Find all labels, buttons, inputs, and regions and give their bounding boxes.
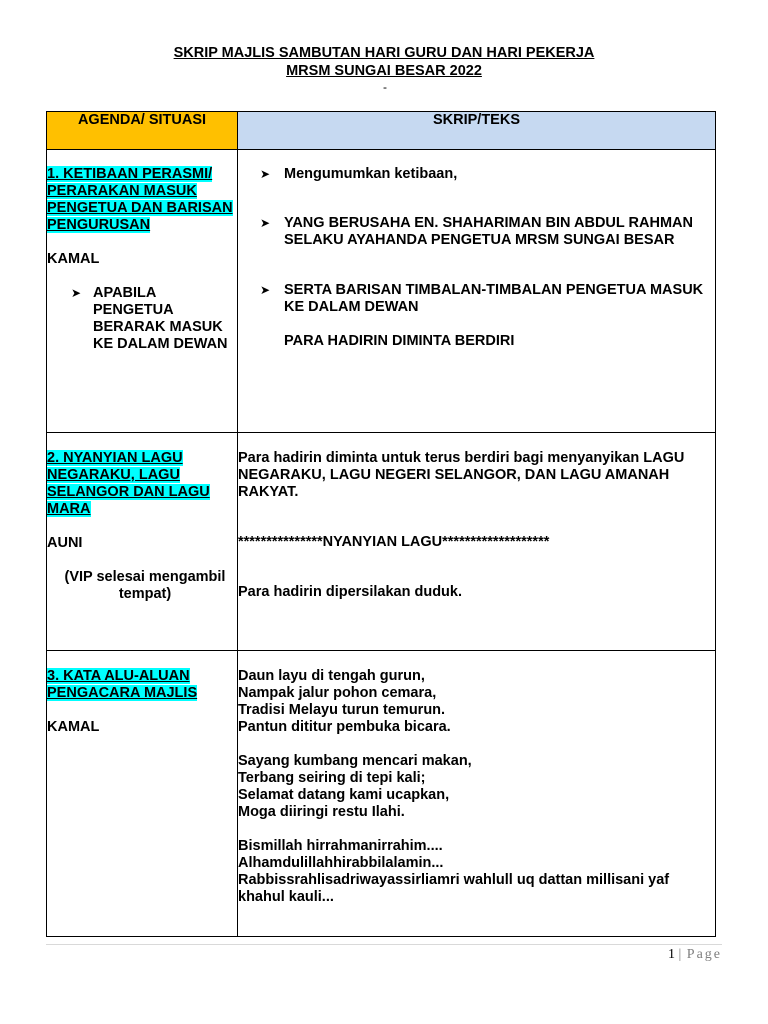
- table-row: [47, 651, 716, 937]
- pantun-stanza-2: Sayang kumbang mencari makan, Terbang seiring di tepi kali; Selamat datang kami ucapkan, Moga diiringi restu Ilahi.: [238, 753, 472, 820]
- script-table: [46, 111, 716, 937]
- arrow-bullet-icon: ➤: [260, 283, 271, 297]
- presenter-name: AUNI: [47, 535, 83, 551]
- table-header-row: [47, 112, 716, 150]
- document-title-line2: MRSM SUNGAI BESAR 2022: [286, 63, 482, 79]
- script-paragraph: Para hadirin dipersilakan duduk.: [238, 584, 463, 600]
- agenda-title: 2. NYANYIAN LAGU NEGARAKU, LAGU SELANGOR DAN LAGU MARA: [47, 450, 210, 517]
- script-cell: [238, 433, 716, 651]
- title-dash: -: [383, 80, 387, 94]
- document-title-line1: SKRIP MAJLIS SAMBUTAN HARI GURU DAN HARI PEKERJA: [173, 45, 595, 61]
- agenda-title: 1. KETIBAAN PERASMI/ PERARAKAN MASUK PENGETUA DAN BARISAN PENGURUSAN: [47, 166, 233, 233]
- agenda-column-header: AGENDA/ SITUASI: [47, 112, 238, 150]
- page-number: 1 | Page: [667, 947, 722, 962]
- agenda-title: 3. KATA ALU-ALUAN PENGACARA MAJLIS: [47, 668, 198, 701]
- agenda-note: (VIP selesai mengambil tempat): [64, 569, 226, 602]
- presenter-name: KAMAL: [47, 251, 100, 267]
- opening-words: Bismillah hirrahmanirrahim.... Alhamdulillahhirabbilalamin... Rabbissrahlisadriwayassirliamri wahlull uq dattan millisani yaf khahul kauli...: [238, 838, 670, 905]
- table-row: [47, 433, 716, 651]
- arrow-bullet-icon: ➤: [71, 286, 82, 300]
- presenter-name: KAMAL: [47, 719, 100, 735]
- agenda-cell: [47, 150, 238, 433]
- script-bullet: ➤ YANG BERUSAHA EN. SHAHARIMAN BIN ABDUL RAHMAN SELAKU AYAHANDA PENGETUA MRSM SUNGAI BESAR: [260, 215, 693, 248]
- footer-divider: [46, 944, 722, 945]
- pantun-stanza-1: Daun layu di tengah gurun, Nampak jalur pohon cemara, Tradisi Melayu turun temurun. Pantun dititur pembuka bicara.: [238, 668, 451, 735]
- arrow-bullet-icon: ➤: [260, 167, 271, 181]
- script-cell: [238, 150, 716, 433]
- script-cell: [238, 651, 716, 937]
- page-label: Page: [686, 947, 722, 962]
- agenda-note: ➤ APABILA PENGETUA BERARAK MASUK KE DALAM DEWAN: [71, 285, 228, 352]
- arrow-bullet-icon: ➤: [260, 216, 271, 230]
- script-column-header: SKRIP/TEKS: [238, 112, 716, 150]
- script-song-marker: ***************NYANYIAN LAGU*******************: [238, 534, 550, 550]
- table-row: [47, 150, 716, 433]
- script-paragraph: Para hadirin diminta untuk terus berdiri bagi menyanyikan LAGU NEGARAKU, LAGU NEGERI SELANGOR, DAN LAGU AMANAH RAKYAT.: [238, 450, 685, 500]
- agenda-cell: [47, 433, 238, 651]
- agenda-cell: [47, 651, 238, 937]
- script-bullet: ➤ SERTA BARISAN TIMBALAN-TIMBALAN PENGETUA MASUK KE DALAM DEWAN: [260, 282, 704, 315]
- script-bullet: ➤ Mengumumkan ketibaan,: [260, 166, 458, 182]
- script-instruction: PARA HADIRIN DIMINTA BERDIRI: [284, 333, 515, 349]
